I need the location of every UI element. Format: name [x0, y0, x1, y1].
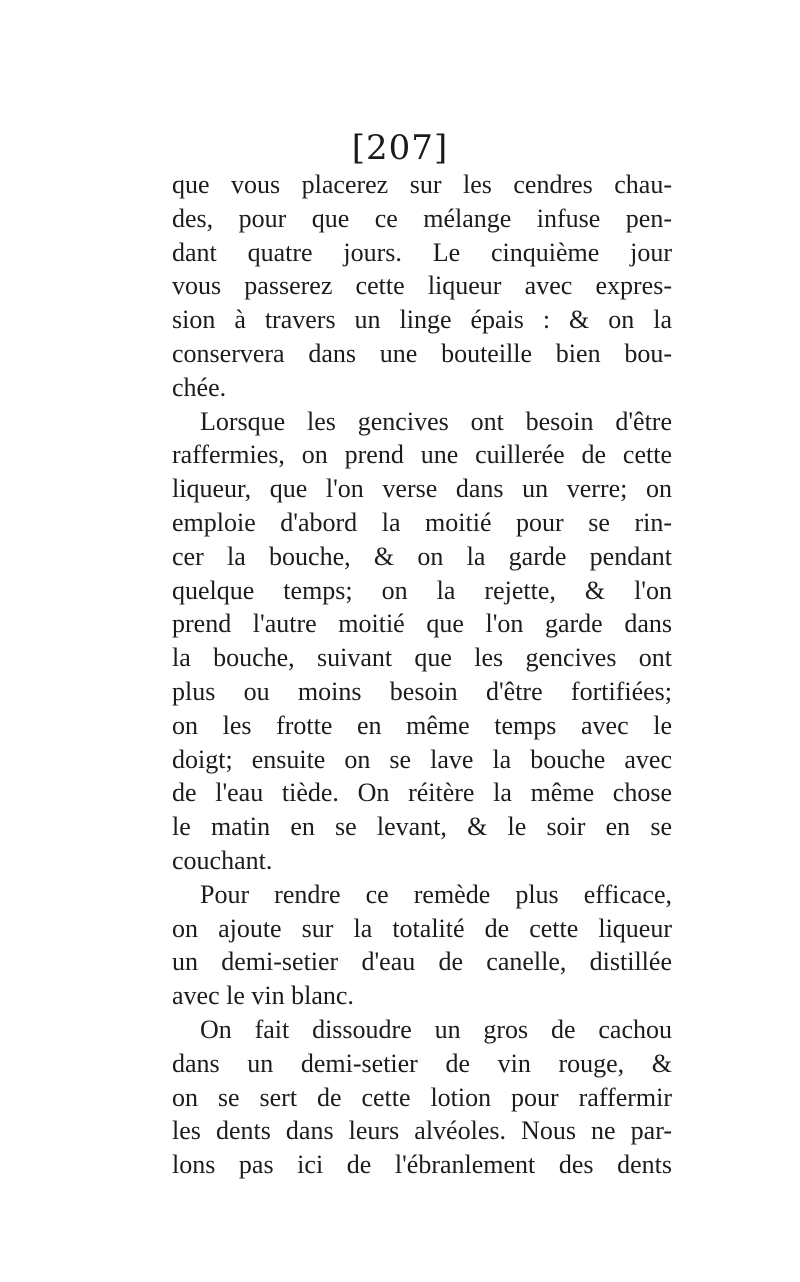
- text-line: un demi-setier d'eau de canelle, distillée: [172, 947, 672, 977]
- body-text: [172, 168, 672, 1182]
- text-line: vous passerez cette liqueur avec expres-: [172, 271, 672, 301]
- text-line: sion à travers un linge épais : & on la: [172, 305, 672, 335]
- text-line: lons pas ici de l'ébranlement des dents: [172, 1150, 672, 1180]
- text-line: on les frotte en même temps avec le: [172, 710, 672, 740]
- text-line: Lorsque les gencives ont besoin d'être: [200, 406, 672, 436]
- text-line: cer la bouche, & on la garde pendant: [172, 541, 672, 571]
- text-line: la bouche, suivant que les gencives ont: [172, 643, 672, 673]
- text-line: Pour rendre ce remède plus efficace,: [200, 879, 672, 909]
- text-line: chée.: [172, 372, 227, 402]
- text-line: On fait dissoudre un gros de cachou: [200, 1014, 672, 1044]
- text-line: dant quatre jours. Le cinquième jour: [172, 237, 672, 267]
- text-line: on ajoute sur la totalité de cette liqueur: [172, 913, 672, 943]
- text-line: de l'eau tiède. On réitère la même chose: [172, 778, 672, 808]
- text-line: liqueur, que l'on verse dans un verre; on: [172, 474, 672, 504]
- text-line: couchant.: [172, 845, 273, 875]
- text-line: doigt; ensuite on se lave la bouche avec: [172, 744, 672, 774]
- text-line: les dents dans leurs alvéoles. Nous ne par-: [172, 1116, 672, 1146]
- text-line: avec le vin blanc.: [172, 981, 354, 1011]
- text-line: que vous placerez sur les cendres chau-: [172, 170, 672, 199]
- text-line: prend l'autre moitié que l'on garde dans: [172, 609, 672, 639]
- text-line: emploie d'abord la moitié pour se rin-: [172, 507, 672, 537]
- text-line: dans un demi-setier de vin rouge, &: [172, 1048, 672, 1078]
- text-line: raffermies, on prend une cuillerée de cette: [172, 440, 672, 470]
- text-line: quelque temps; on la rejette, & l'on: [172, 575, 672, 605]
- text-line: on se sert de cette lotion pour raffermir: [172, 1082, 672, 1112]
- text-line: le matin en se levant, & le soir en se: [172, 812, 672, 842]
- text-line: des, pour que ce mélange infuse pen-: [172, 203, 672, 233]
- page-number: [207]: [351, 128, 449, 168]
- text-line: conservera dans une bouteille bien bou-: [172, 338, 672, 368]
- text-line: plus ou moins besoin d'être fortifiées;: [172, 676, 672, 706]
